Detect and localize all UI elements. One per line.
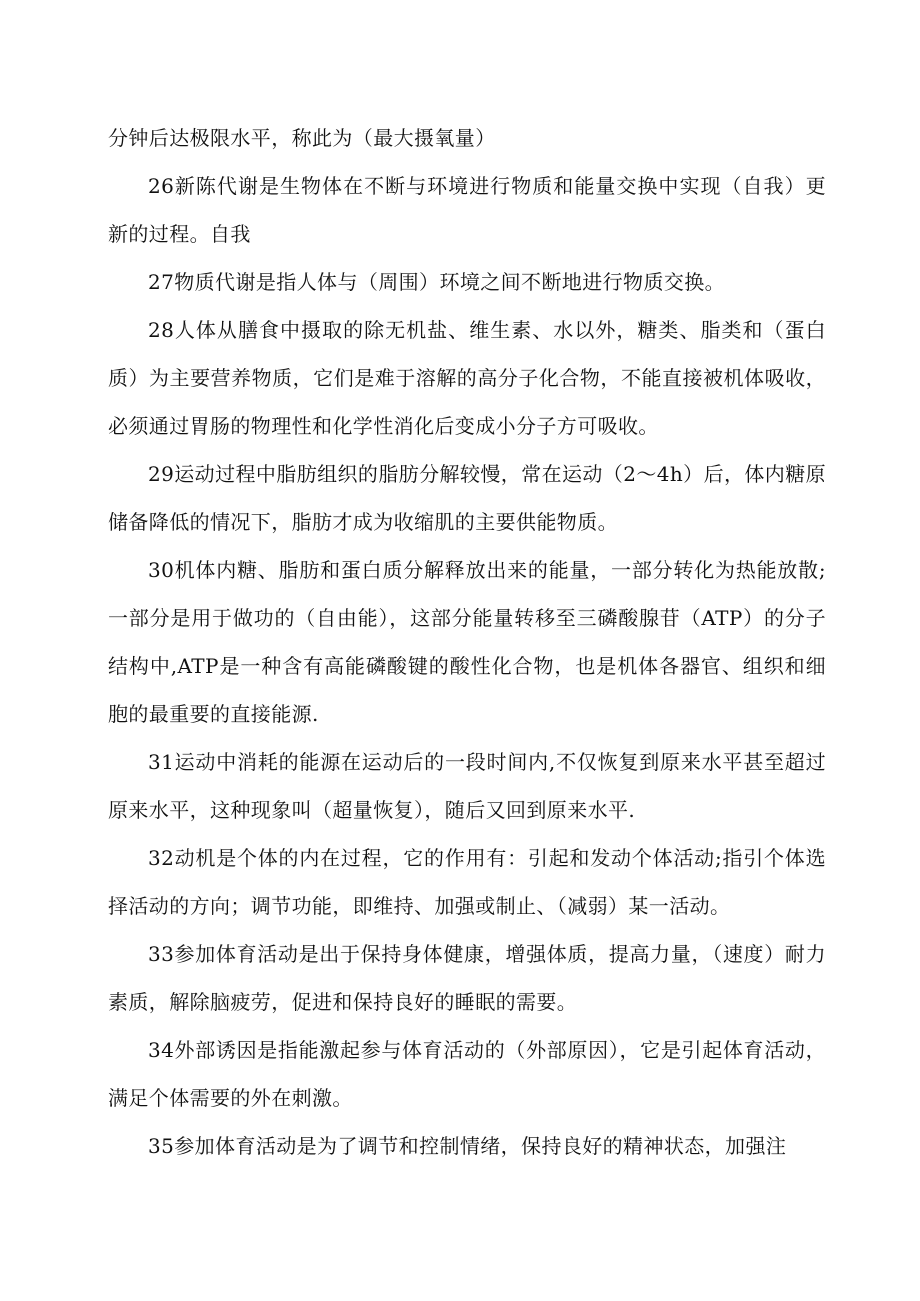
paragraph-item-33: 33参加体育活动是出于保持身体健康，增强体质，提高力量，（速度）耐力素质，解除脑疲劳，促进和保持良好的睡眠的需要。 bbox=[108, 942, 826, 1014]
document-body bbox=[108, 114, 826, 1170]
paragraph-item-26: 26新陈代谢是生物体在不断与环境进行物质和能量交换中实现（自我）更新的过程。自我 bbox=[108, 174, 826, 246]
paragraph-continuation: 分钟后达极限水平，称此为（最大摄氧量） bbox=[108, 126, 496, 150]
paragraph-item-31: 31运动中消耗的能源在运动后的一段时间内,不仅恢复到原来水平甚至超过原来水平，这种现象叫（超量恢复），随后又回到原来水平. bbox=[108, 750, 826, 822]
paragraph-item-34: 34外部诱因是指能激起参与体育活动的（外部原因），它是引起体育活动，满足个体需要的外在刺激。 bbox=[108, 1038, 826, 1110]
paragraph-item-29: 29运动过程中脂肪组织的脂肪分解较慢，常在运动（2～4h）后，体内糖原储备降低的情况下，脂肪才成为收缩肌的主要供能物质。 bbox=[108, 462, 826, 534]
paragraph-item-28: 28人体从膳食中摄取的除无机盐、维生素、水以外，糖类、脂类和（蛋白质）为主要营养物质，它们是难于溶解的高分子化合物，不能直接被机体吸收，必须通过胃肠的物理性和化学性消化后变成小分子方可吸收。 bbox=[108, 318, 826, 438]
paragraph-item-30: 30机体内糖、脂肪和蛋白质分解释放出来的能量，一部分转化为热能放散;一部分是用于做功的（自由能），这部分能量转移至三磷酸腺苷（ATP）的分子结构中,ATP是一种含有高能磷酸键的酸性化合物，也是机体各器官、组织和细胞的最重要的直接能源. bbox=[108, 558, 826, 726]
paragraph-item-32: 32动机是个体的内在过程，它的作用有：引起和发动个体活动;指引个体选择活动的方向；调节功能，即维持、加强或制止、（减弱）某一活动。 bbox=[108, 846, 826, 918]
paragraph-item-27: 27物质代谢是指人体与（周围）环境之间不断地进行物质交换。 bbox=[148, 270, 726, 294]
paragraph-item-35: 35参加体育活动是为了调节和控制情绪，保持良好的精神状态，加强注 bbox=[148, 1134, 787, 1158]
